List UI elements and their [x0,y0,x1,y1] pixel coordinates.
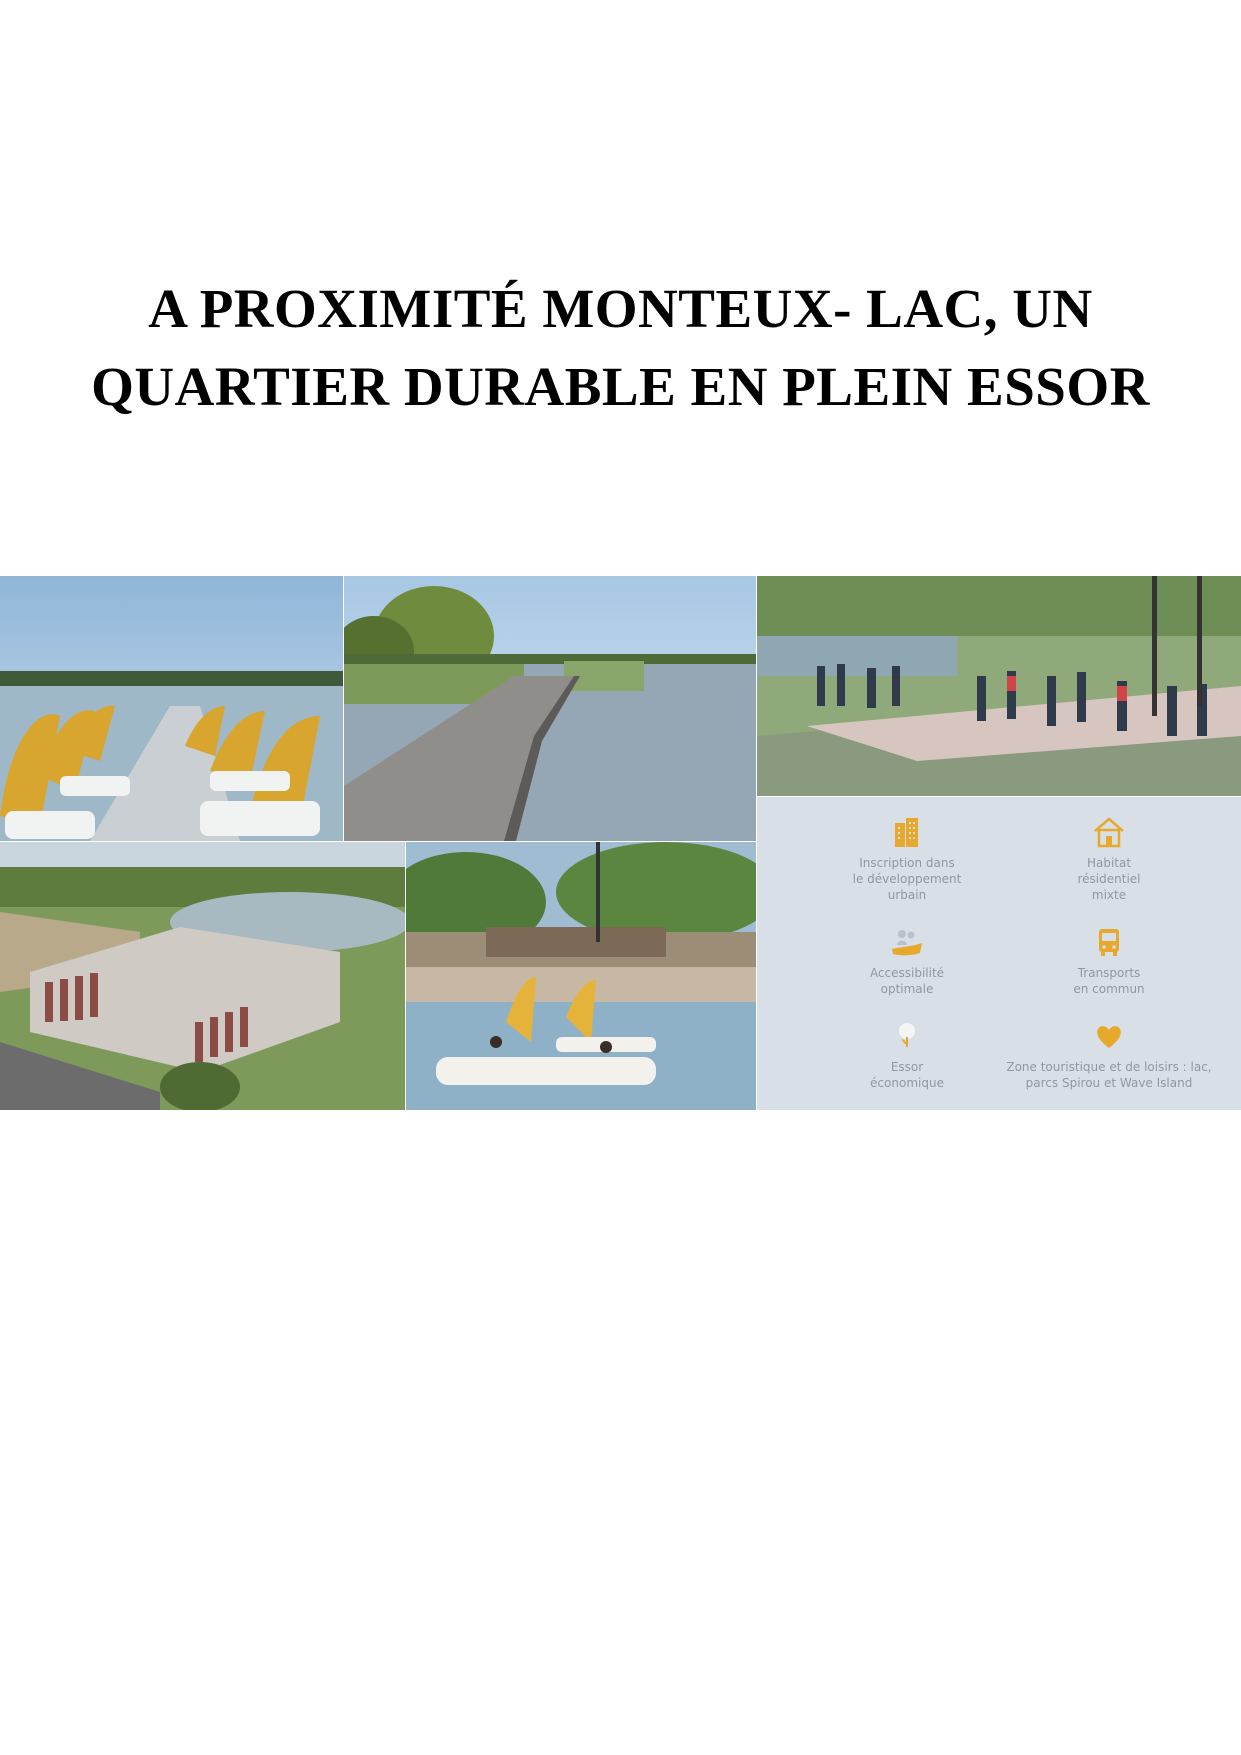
heart-icon [1092,1019,1126,1053]
hand-people-icon [890,925,924,959]
residence-aerial-photo [0,842,405,1110]
feature-urban-development [797,815,1017,903]
beach-pedalo-photo [406,842,756,1110]
feature-label: Habitat résidentiel mixte [1077,856,1141,902]
features-panel [757,797,1241,1110]
bus-icon [1092,925,1126,959]
house-icon [1092,815,1126,849]
lake-boardwalk-photo [344,576,756,841]
lakeside-promenade-photo [757,576,1241,796]
title-line-1: A PROXIMITÉ MONTEUX- LAC, UN [148,278,1093,339]
title-line-2: QUARTIER DURABLE EN PLEIN ESSOR [91,356,1150,417]
feature-tourism-leisure [969,1019,1241,1091]
growth-icon [890,1019,924,1053]
feature-label: Zone touristique et de loisirs : lac, parcs Spirou et Wave Island [1006,1060,1212,1090]
photo-collage [0,573,1241,1110]
buildings-icon [890,815,924,849]
feature-label: Transports en commun [1073,966,1145,996]
feature-label: Inscription dans le développement urbain [852,856,962,902]
feature-label: Essor économique [870,1060,944,1090]
feature-residential [999,815,1219,903]
page-title [0,270,1241,426]
feature-transport [999,925,1219,997]
feature-label: Accessibilité optimale [869,966,945,996]
feature-accessibility [797,925,1017,997]
pedalos-dock-photo [0,576,343,841]
